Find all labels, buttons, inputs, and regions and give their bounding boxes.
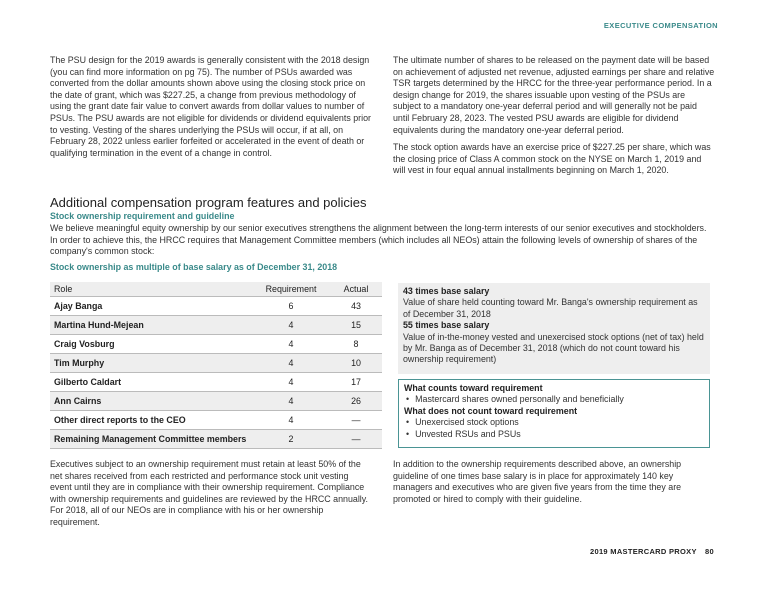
table-row xyxy=(50,335,382,354)
not-counts-item: • Unexercised stock options xyxy=(404,417,704,428)
row-role: Tim Murphy xyxy=(50,354,252,373)
counts-item: • Mastercard shares owned personally and beneficially xyxy=(404,394,704,405)
table-row xyxy=(50,354,382,373)
counts-list xyxy=(404,394,704,405)
row-role: Other direct reports to the CEO xyxy=(50,411,252,430)
callout-title-55x: 55 times base salary xyxy=(403,320,490,331)
table-row xyxy=(50,297,382,316)
row-actual: 43 xyxy=(330,297,382,316)
header-role: Role xyxy=(50,282,252,297)
counts-title: What counts toward requirement xyxy=(404,383,543,393)
row-role: Gilberto Caldart xyxy=(50,373,252,392)
table-row xyxy=(50,316,382,335)
not-counts-list xyxy=(404,417,704,440)
banga-ownership-callout xyxy=(398,283,710,374)
row-requirement: 6 xyxy=(252,297,330,316)
row-actual: — xyxy=(330,411,382,430)
header-requirement: Requirement xyxy=(252,282,330,297)
row-actual: 10 xyxy=(330,354,382,373)
row-requirement: 2 xyxy=(252,430,330,449)
intro-right-column xyxy=(393,55,715,183)
bottom-left-paragraph: Executives subject to an ownership requirement must retain at least 50% of the net shares received from each restricted and performance stock unit vesting event until they are in compliance with their ownership requirement. Compliance with ownership requirements and guidelines are reviewed by the HRCC annually. For 2018, all of our NEOs are in compliance with his or her ownership requirement. xyxy=(50,459,369,527)
ownership-table xyxy=(50,282,382,449)
row-role: Ann Cairns xyxy=(50,392,252,411)
intro-right-paragraph-2: The stock option awards have an exercise price of $227.25 per share, which was the closing price of Class A common stock on the NYSE on March 1, 2019 and will vest in four equal annual installments beginning on March 1, 2020. xyxy=(393,142,711,176)
row-requirement: 4 xyxy=(252,354,330,373)
not-counts-title: What does not count toward requirement xyxy=(404,405,578,416)
footer-doc-title: 2019 MASTERCARD PROXY xyxy=(590,547,697,556)
row-requirement: 4 xyxy=(252,373,330,392)
row-actual: 17 xyxy=(330,373,382,392)
counts-toward-requirement-box xyxy=(398,379,710,448)
table-row xyxy=(50,411,382,430)
row-actual: — xyxy=(330,430,382,449)
section-subtitle: Stock ownership requirement and guideline xyxy=(50,211,235,221)
row-role: Remaining Management Committee members xyxy=(50,430,252,449)
row-requirement: 4 xyxy=(252,316,330,335)
callout-title-43x: 43 times base salary xyxy=(403,286,490,296)
row-role: Craig Vosburg xyxy=(50,335,252,354)
section-title: Additional compensation program features and policies xyxy=(50,195,367,210)
row-actual: 8 xyxy=(330,335,382,354)
row-actual: 26 xyxy=(330,392,382,411)
row-role: Ajay Banga xyxy=(50,297,252,316)
table-row xyxy=(50,373,382,392)
bottom-left-column xyxy=(50,459,372,535)
table-header-row xyxy=(50,282,382,297)
row-requirement: 4 xyxy=(252,335,330,354)
intro-left-paragraph: The PSU design for the 2019 awards is generally consistent with the 2018 design (you can find more information on pg 75). The number of PSUs awarded was converted from the dollar amounts shown above using the closing stock price on the date of grant, which was $227.25, a change from previous methodology of using the grant date fair value to convert awards from dollar values to number of PSUs. The PSU awards are not eligible for dividends or dividend equivalents prior to vesting. Vesting of the shares underlying the PSUs will occur, if at all, on February 28, 2022 unless earlier forfeited or accelerated in the event of death or qualifying termination in the event of a change in control. xyxy=(50,55,371,158)
table-row xyxy=(50,430,382,449)
row-role: Martina Hund-Mejean xyxy=(50,316,252,335)
callout-text-43x: Value of share held counting toward Mr. Banga's ownership requirement as of December 31, 2018 xyxy=(403,297,698,319)
callout-text-55x: Value of in-the-money vested and unexercised stock options (net of tax) held by Mr. Banga as of December 31, 2018 (which do not count toward his ownership requirement) xyxy=(403,331,704,365)
table-title: Stock ownership as multiple of base salary as of December 31, 2018 xyxy=(50,262,338,272)
section-body: We believe meaningful equity ownership by our senior executives strengthens the alignment between the long-term interests of our senior executives and stockholders. In order to achieve this, the HRCC requires that Management Committee members (which includes all NEOs) attain the following levels of ownership of shares of the company's common stock: xyxy=(50,223,707,257)
header-actual: Actual xyxy=(330,282,382,297)
not-counts-item: • Unvested RSUs and PSUs xyxy=(404,429,704,440)
bottom-right-column xyxy=(393,459,715,511)
row-requirement: 4 xyxy=(252,411,330,430)
table-row xyxy=(50,392,382,411)
section-header: EXECUTIVE COMPENSATION xyxy=(603,21,718,30)
intro-right-paragraph-1: The ultimate number of shares to be released on the payment date will be based on achievement of adjusted net revenue, adjusted earnings per share and relative TSR targets determined by the HRCC for the three-year performance period. In a design change for 2019, the shares issuable upon vesting of the PSUs are subject to a mandatory one-year deferral period and will generally not be paid until February 28, 2023. The vested PSU awards are eligible for dividend equivalents during the mandatory one-year deferral period. xyxy=(393,55,715,135)
row-actual: 15 xyxy=(330,316,382,335)
page-number: 80 xyxy=(705,547,714,556)
intro-left-column xyxy=(50,55,372,165)
row-requirement: 4 xyxy=(252,392,330,411)
bottom-right-paragraph: In addition to the ownership requirements described above, an ownership guideline of one times base salary is in place for approximately 140 key managers and executives who are given five years from the time they are promoted or hired to comply with their guideline. xyxy=(393,459,682,504)
